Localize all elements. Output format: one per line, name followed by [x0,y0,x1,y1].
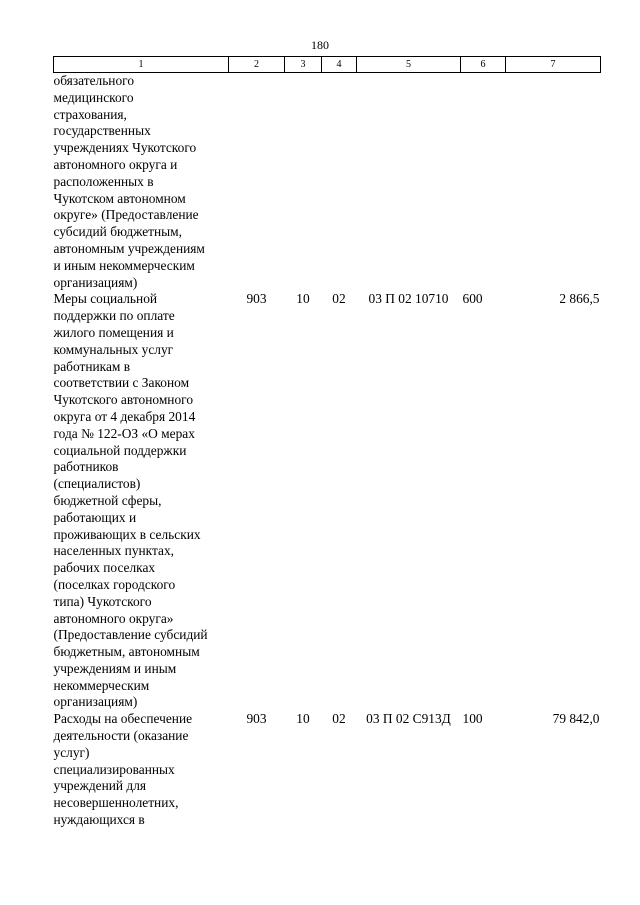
table-row [54,711,601,829]
table-row [54,73,601,292]
row-ministry [229,73,285,292]
column-header: 3 [285,57,322,73]
row-section: 10 [296,711,310,727]
column-header: 4 [322,57,357,73]
budget-table [53,56,601,829]
row-ministry: 903 [246,711,267,727]
row-name: Расходы на обеспечение деятельности (оказание услуг) специализированных учреждений для несовершеннолетних, нуждающихся в [53,711,193,828]
row-name: обязательного медицинского страхования, государственных учреждениях Чукотского автономного округа и расположенных в Чукотском автономном округе» (Предоставление субсидий бюджетным, автономным учреждениям и иным некоммерческим организациям) [53,73,205,290]
row-expense-type [461,73,506,292]
row-name: Меры социальной поддержки по оплате жилого помещения и коммунальных услуг работникам в соответствии с Законом Чукотского автономного округа от 4 декабря 2014 года № 122-ОЗ «О мерах социальной поддержки работников (специалистов) бюджетной сферы, работающих и проживающих в сельских населенных пунктах, рабочих поселках (поселках городского типа) Чукотского автономного округа» (Предоставление субсидий бюджетным, автономным учреждениям и иным некоммерческим организациям) [53,291,208,710]
row-subsection: 02 [332,291,346,307]
column-header: 2 [229,57,285,73]
column-header: 5 [357,57,461,73]
row-subsection: 02 [332,711,346,727]
row-target-article: 03 П 02 10710 [368,291,449,307]
row-expense-type: 100 [462,711,483,727]
row-section: 10 [296,291,310,307]
row-amount: 79 842,0 [552,711,600,727]
row-target-article [357,73,461,292]
column-header: 7 [506,57,601,73]
row-amount: 2 866,5 [559,291,600,307]
table-header-row [54,57,601,73]
column-header: 6 [461,57,506,73]
page-number: 180 [311,38,329,52]
row-amount [506,73,601,292]
row-subsection [322,73,357,292]
row-target-article: 03 П 02 С913Д [366,711,451,727]
column-header: 1 [54,57,229,73]
row-ministry: 903 [246,291,267,307]
row-section [285,73,322,292]
table-row [54,291,601,711]
row-expense-type: 600 [462,291,483,307]
